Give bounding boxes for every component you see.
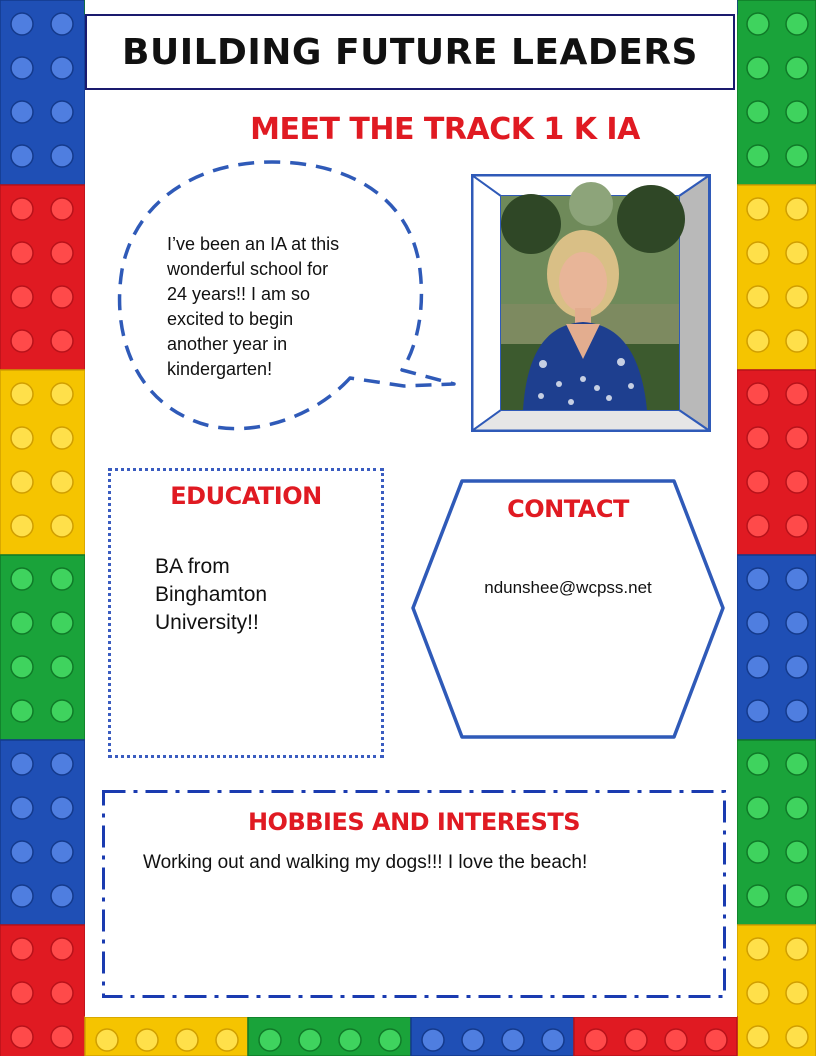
lego-stud bbox=[542, 1029, 564, 1051]
lego-stud bbox=[786, 145, 808, 167]
lego-stud bbox=[705, 1029, 727, 1051]
lego-stud bbox=[51, 383, 73, 405]
lego-stud bbox=[11, 1026, 33, 1048]
lego-stud bbox=[747, 242, 769, 264]
lego-stud bbox=[51, 471, 73, 493]
lego-stud bbox=[51, 286, 73, 308]
lego-stud bbox=[11, 612, 33, 634]
lego-stud bbox=[585, 1029, 607, 1051]
lego-stud bbox=[379, 1029, 401, 1051]
education-line: University!! bbox=[155, 611, 259, 634]
lego-stud bbox=[11, 383, 33, 405]
lego-stud bbox=[786, 286, 808, 308]
lego-stud bbox=[786, 656, 808, 678]
education-text bbox=[155, 553, 355, 637]
lego-stud bbox=[51, 13, 73, 35]
lego-stud bbox=[259, 1029, 281, 1051]
lego-stud bbox=[11, 330, 33, 352]
lego-stud bbox=[747, 427, 769, 449]
lego-stud bbox=[51, 982, 73, 1004]
lego-stud bbox=[51, 1026, 73, 1048]
lego-stud bbox=[11, 753, 33, 775]
lego-stud bbox=[51, 427, 73, 449]
lego-stud bbox=[51, 612, 73, 634]
lego-stud bbox=[786, 242, 808, 264]
photo-frame bbox=[471, 174, 711, 432]
lego-stud bbox=[11, 286, 33, 308]
bubble-line: excited to begin bbox=[167, 309, 294, 329]
education-heading: EDUCATION bbox=[170, 482, 322, 510]
lego-stud bbox=[786, 982, 808, 1004]
lego-stud bbox=[502, 1029, 524, 1051]
lego-stud bbox=[747, 656, 769, 678]
lego-stud bbox=[51, 797, 73, 819]
lego-stud bbox=[747, 383, 769, 405]
lego-stud bbox=[786, 13, 808, 35]
lego-stud bbox=[786, 515, 808, 537]
bubble-text bbox=[167, 232, 407, 382]
lego-stud bbox=[747, 330, 769, 352]
lego-stud bbox=[786, 57, 808, 79]
lego-stud bbox=[747, 515, 769, 537]
lego-stud bbox=[51, 938, 73, 960]
lego-stud bbox=[747, 753, 769, 775]
lego-stud bbox=[665, 1029, 687, 1051]
lego-stud bbox=[747, 471, 769, 493]
lego-stud bbox=[462, 1029, 484, 1051]
bubble-line: kindergarten! bbox=[167, 359, 273, 379]
lego-stud bbox=[51, 568, 73, 590]
lego-stud bbox=[786, 700, 808, 722]
bubble-line: wonderful school for bbox=[167, 259, 329, 279]
lego-stud bbox=[786, 753, 808, 775]
lego-stud bbox=[422, 1029, 444, 1051]
lego-stud bbox=[299, 1029, 321, 1051]
lego-stud bbox=[11, 145, 33, 167]
lego-stud bbox=[786, 938, 808, 960]
lego-stud bbox=[747, 885, 769, 907]
hobbies-heading: HOBBIES AND INTERESTS bbox=[247, 808, 581, 836]
contact-heading: CONTACT bbox=[507, 495, 629, 523]
lego-stud bbox=[176, 1029, 198, 1051]
lego-stud bbox=[51, 841, 73, 863]
lego-stud bbox=[216, 1029, 238, 1051]
lego-stud bbox=[51, 101, 73, 123]
education-line: BA from bbox=[155, 555, 230, 578]
lego-stud bbox=[747, 145, 769, 167]
page-title: BUILDING FUTURE LEADERS bbox=[122, 31, 698, 73]
lego-stud bbox=[747, 101, 769, 123]
lego-stud bbox=[51, 145, 73, 167]
lego-stud bbox=[96, 1029, 118, 1051]
lego-stud bbox=[786, 1026, 808, 1048]
contact-email[interactable]: ndunshee@wcpss.net bbox=[484, 578, 652, 597]
lego-stud bbox=[747, 797, 769, 819]
lego-stud bbox=[11, 198, 33, 220]
lego-stud bbox=[786, 471, 808, 493]
lego-stud bbox=[786, 330, 808, 352]
lego-stud bbox=[11, 797, 33, 819]
lego-stud bbox=[786, 198, 808, 220]
bubble-line: I’ve been an IA at this bbox=[167, 234, 340, 254]
lego-stud bbox=[51, 753, 73, 775]
education-line: Binghamton bbox=[155, 583, 268, 606]
portrait-photo bbox=[501, 182, 685, 410]
lego-stud bbox=[11, 471, 33, 493]
lego-stud bbox=[747, 700, 769, 722]
lego-stud bbox=[11, 700, 33, 722]
bubble-line: another year in bbox=[167, 334, 288, 354]
lego-stud bbox=[51, 515, 73, 537]
hobbies-text: Working out and walking my dogs!!! I love the beach! bbox=[143, 852, 588, 873]
lego-stud bbox=[11, 656, 33, 678]
lego-stud bbox=[51, 57, 73, 79]
lego-stud bbox=[11, 427, 33, 449]
lego-stud bbox=[747, 612, 769, 634]
title-banner bbox=[85, 14, 735, 90]
lego-stud bbox=[747, 568, 769, 590]
lego-stud bbox=[11, 101, 33, 123]
lego-stud bbox=[786, 101, 808, 123]
lego-stud bbox=[51, 242, 73, 264]
meet-heading: MEET THE TRACK 1 K IA bbox=[250, 112, 640, 147]
lego-stud bbox=[11, 13, 33, 35]
lego-stud bbox=[786, 841, 808, 863]
lego-stud bbox=[11, 57, 33, 79]
lego-stud bbox=[786, 885, 808, 907]
lego-stud bbox=[747, 841, 769, 863]
lego-stud bbox=[747, 198, 769, 220]
lego-stud bbox=[747, 938, 769, 960]
lego-stud bbox=[786, 427, 808, 449]
lego-stud bbox=[136, 1029, 158, 1051]
lego-stud bbox=[51, 198, 73, 220]
lego-stud bbox=[625, 1029, 647, 1051]
lego-stud bbox=[786, 612, 808, 634]
lego-stud bbox=[11, 841, 33, 863]
lego-stud bbox=[786, 797, 808, 819]
bubble-line: 24 years!! I am so bbox=[167, 284, 311, 304]
lego-stud bbox=[11, 885, 33, 907]
lego-stud bbox=[11, 938, 33, 960]
lego-stud bbox=[747, 57, 769, 79]
lego-stud bbox=[51, 656, 73, 678]
lego-stud bbox=[747, 286, 769, 308]
lego-stud bbox=[11, 242, 33, 264]
lego-stud bbox=[11, 515, 33, 537]
lego-stud bbox=[747, 1026, 769, 1048]
lego-stud bbox=[786, 383, 808, 405]
lego-stud bbox=[11, 568, 33, 590]
lego-stud bbox=[786, 568, 808, 590]
lego-stud bbox=[339, 1029, 361, 1051]
lego-stud bbox=[51, 330, 73, 352]
lego-stud bbox=[11, 982, 33, 1004]
lego-stud bbox=[51, 700, 73, 722]
lego-stud bbox=[51, 885, 73, 907]
lego-stud bbox=[747, 13, 769, 35]
lego-stud bbox=[747, 982, 769, 1004]
